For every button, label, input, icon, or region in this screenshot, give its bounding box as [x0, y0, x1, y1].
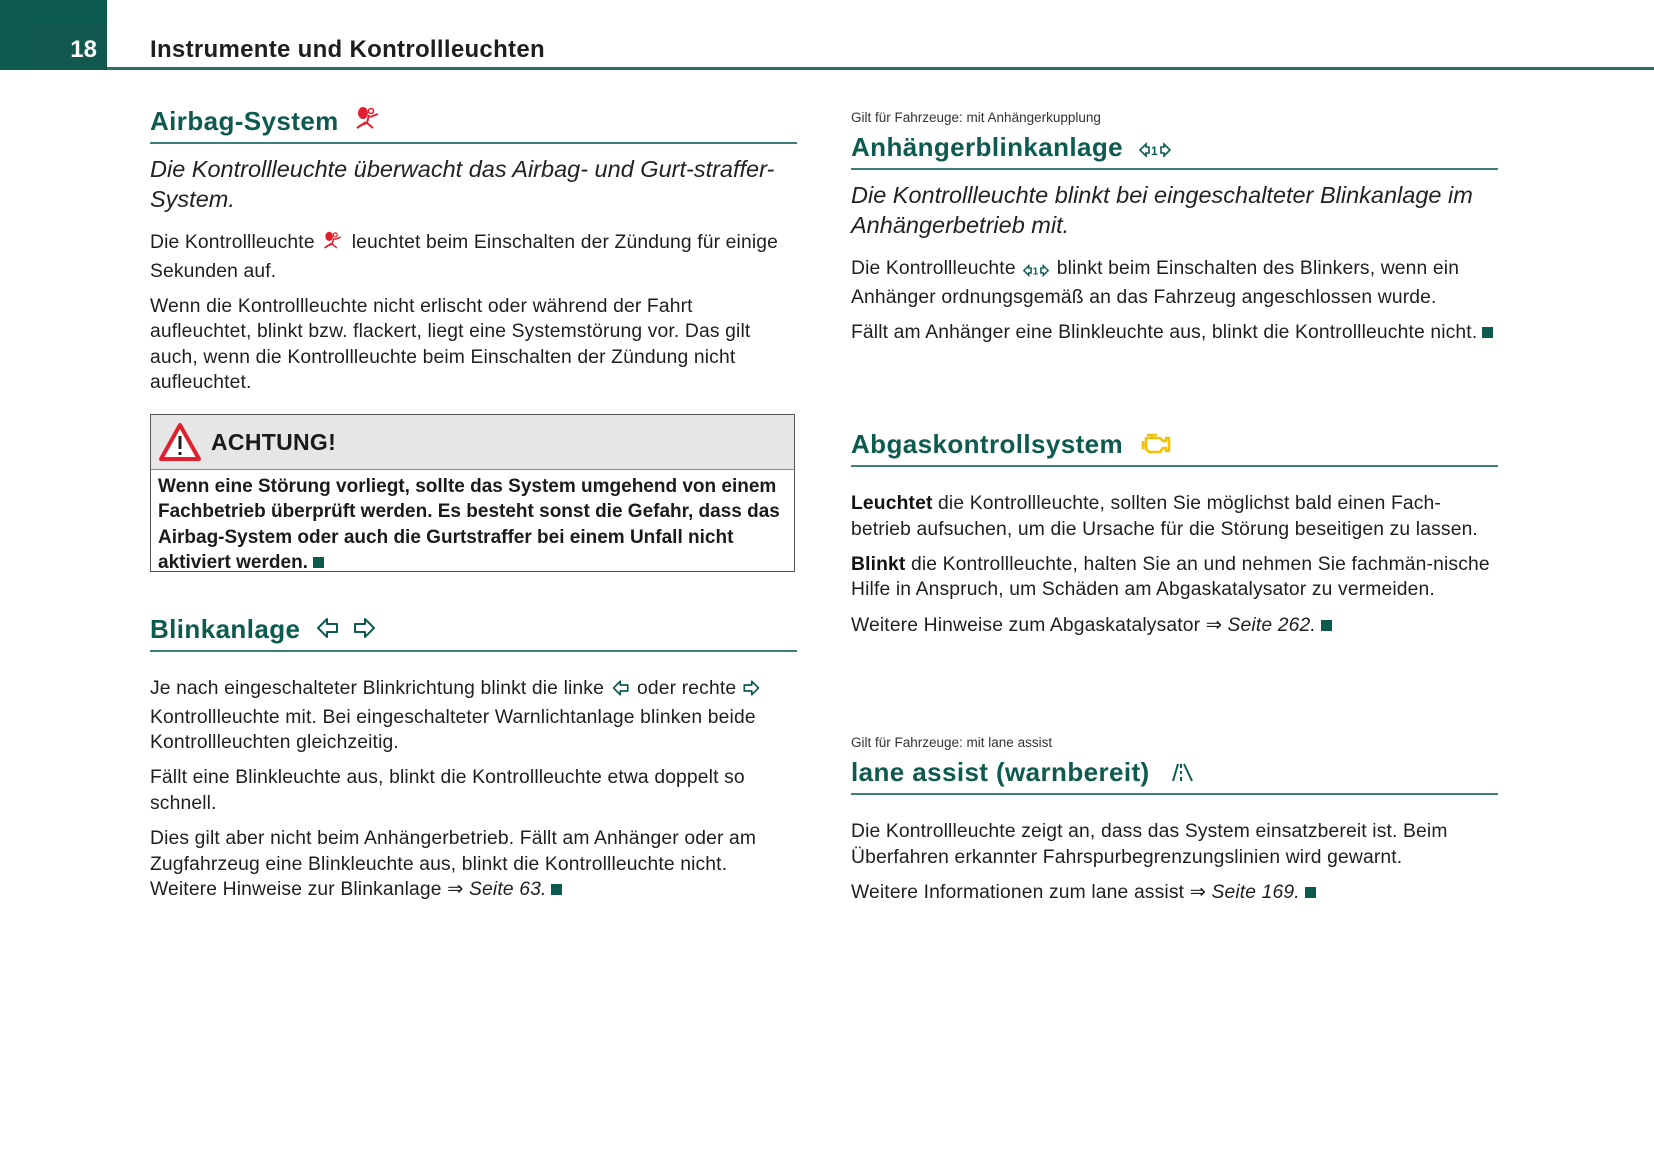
- text: die Kontrollleuchte, halten Sie an und nehmen Sie fachmän-nische Hilfe in Anspruch, um Schäden am Abgaskatalysator zu vermeiden.: [851, 553, 1490, 601]
- paragraph: Die Kontrollleuchte zeigt an, dass das System einsatzbereit ist. Beim Überfahren erkannter Fahrspurbegrenzungslinien wird gewarnt.: [851, 821, 1448, 868]
- paragraph: [851, 491, 1498, 542]
- header-rule: [107, 67, 1654, 70]
- section-heading: [851, 755, 1498, 795]
- turn-right-arrow-icon: [352, 614, 376, 648]
- lane-assist-icon: [1165, 757, 1197, 791]
- heading-text: Blinkanlage: [150, 614, 301, 644]
- paragraph: [851, 880, 1498, 905]
- reference-arrow: ⇒: [447, 878, 464, 900]
- section-lead: Die Kontrollleuchte blinkt bei eingeschalteter Blinkanlage im Anhängerbetrieb mit.: [851, 182, 1473, 239]
- end-mark: [551, 884, 562, 895]
- warning-box: [150, 414, 795, 572]
- page-reference-link[interactable]: Seite 262.: [1227, 614, 1316, 636]
- text: Je nach eingeschalteter Blinkrichtung blinkt die linke: [150, 678, 604, 700]
- section-heading: [851, 427, 1498, 467]
- warning-title: ACHTUNG!: [211, 429, 337, 455]
- trailer-turn-signal-icon: [1023, 259, 1049, 284]
- text: die Kontrollleuchte, sollten Sie möglichst bald einen Fach-betrieb aufsuchen, um die Ursache für die Störung beseitigen zu lassen.: [851, 493, 1478, 540]
- section-heading: [150, 612, 797, 652]
- section-abgaskontrollsystem: [851, 427, 1498, 638]
- bold-term: Blinkt: [851, 553, 906, 575]
- applies-to-note: Gilt für Fahrzeuge: mit lane assist: [851, 735, 1053, 750]
- paragraph: [851, 613, 1498, 638]
- heading-text: Abgaskontrollsystem: [851, 429, 1124, 459]
- svg-text:1: 1: [1032, 266, 1039, 278]
- bold-term: Leuchtet: [851, 493, 933, 515]
- paragraph: [851, 320, 1498, 345]
- heading-text: Airbag-System: [150, 106, 339, 136]
- airbag-warning-icon: [354, 106, 382, 140]
- trailer-turn-signal-icon: [1139, 132, 1171, 166]
- end-mark: [313, 557, 324, 568]
- text: Weitere Hinweise zum Abgaskatalysator: [851, 614, 1201, 636]
- section-blinkanlage: [150, 612, 797, 902]
- section-heading: [851, 130, 1498, 170]
- paragraph: [851, 552, 1498, 603]
- section-airbag: [150, 104, 797, 396]
- chapter-title: Instrumente und Kontrollleuchten: [150, 36, 545, 63]
- heading-text: Anhängerblinkanlage: [851, 132, 1123, 162]
- applies-to-note: Gilt für Fahrzeuge: mit Anhängerkupplung: [851, 110, 1101, 125]
- text: Kontrollleuchte mit. Bei eingeschalteter Warnlichtanlage blinken beide Kontrollleuchten gleichzeitig.: [150, 706, 756, 753]
- paragraph: Wenn die Kontrollleuchte nicht erlischt oder während der Fahrt aufleuchtet, blinkt bzw. flackert, liegt eine Systemstörung vor. Das gilt auch, wenn die Kontrollleuchte beim Einschalten der Zündung nicht aufleuchtet.: [150, 295, 751, 394]
- end-mark: [1321, 620, 1332, 631]
- turn-left-arrow-icon: [612, 679, 630, 704]
- heading-text: lane assist (warnbereit): [851, 757, 1150, 787]
- text: Dies gilt aber nicht beim Anhängerbetrieb. Fällt am Anhänger oder am Zugfahrzeug eine Blinkleuchte aus, blinkt die Kontrollleuchte nicht. Weitere Hinweise zur Blinkanlage: [150, 828, 757, 900]
- svg-text:1: 1: [1150, 144, 1158, 159]
- paragraph: [150, 826, 797, 902]
- text: blinkt beim Einschalten des Blinkers, wenn ein Anhänger ordnungsgemäß an das Fahrzeug angeschlossen wurde.: [851, 258, 1460, 308]
- text: Wenn eine Störung vorliegt, sollte das System umgehend von einem Fachbetrieb überprüft werden. Es besteht sonst die Gefahr, dass das Airbag-System oder auch die Gurtstraffer bei einem Unfall nicht aktiviert werden.: [158, 476, 780, 574]
- warning-header: [151, 415, 794, 470]
- page-number-tab: [0, 0, 107, 70]
- paragraph: [150, 230, 797, 284]
- reference-arrow: ⇒: [1205, 614, 1223, 636]
- section-anhaengerblinkanlage: [851, 110, 1498, 345]
- airbag-warning-icon: [322, 231, 344, 258]
- section-heading: [150, 104, 797, 144]
- section-lead: Die Kontrollleuchte überwacht das Airbag- und Gurt-straffer-System.: [150, 156, 775, 213]
- page-reference-link[interactable]: Seite 63.: [469, 878, 547, 900]
- paragraph: [150, 676, 797, 755]
- text: Fällt am Anhänger eine Blinkleuchte aus, blinkt die Kontrollleuchte nicht.: [851, 321, 1478, 343]
- warning-triangle-icon: [158, 422, 202, 467]
- text: Weitere Informationen zum lane assist: [851, 881, 1185, 903]
- text: oder rechte: [637, 678, 737, 700]
- turn-right-arrow-icon: [742, 679, 760, 704]
- paragraph: Fällt eine Blinkleuchte aus, blinkt die Kontrollleuchte etwa doppelt so schnell.: [150, 767, 745, 814]
- page-number: 18: [70, 36, 97, 63]
- turn-left-arrow-icon: [316, 614, 340, 648]
- reference-arrow: ⇒: [1189, 881, 1206, 903]
- text: Die Kontrollleuchte: [150, 232, 315, 254]
- section-lane-assist: [851, 735, 1498, 905]
- end-mark: [1305, 887, 1316, 898]
- end-mark: [1482, 327, 1493, 338]
- text: Die Kontrollleuchte: [851, 258, 1016, 280]
- engine-check-icon: [1139, 429, 1171, 463]
- text: leuchtet beim Einschalten der Zündung für einige Sekunden auf.: [150, 232, 779, 282]
- page-reference-link[interactable]: Seite 169.: [1211, 881, 1300, 903]
- paragraph: [851, 256, 1498, 310]
- warning-text: [151, 470, 794, 576]
